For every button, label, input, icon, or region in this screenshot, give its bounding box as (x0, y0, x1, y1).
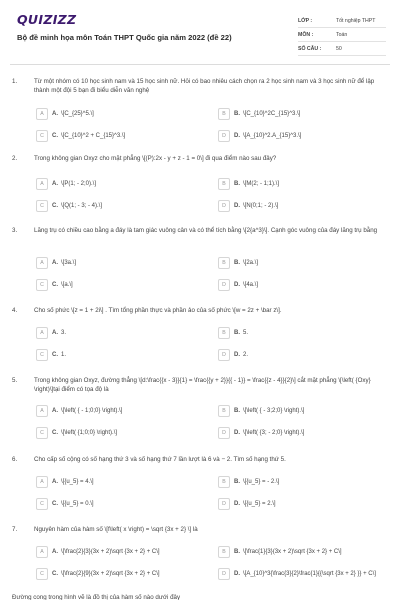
option-text: \[{u_5} = 4.\] (61, 479, 94, 485)
option-c[interactable] (36, 567, 160, 581)
question-8-partial: Đường cong trong hình vẽ là đồ thị của hàm số nào dưới đây (12, 594, 181, 600)
option-key: D. (234, 501, 240, 507)
option-c[interactable] (36, 278, 73, 292)
option-a[interactable] (36, 404, 122, 418)
option-b[interactable] (218, 545, 342, 559)
option-key: B. (234, 111, 240, 117)
option-key: B. (234, 330, 240, 336)
option-key: B. (234, 408, 240, 414)
option-b[interactable] (218, 256, 258, 270)
meta-label: LỚP : (298, 17, 313, 24)
option-letter-box: B (218, 546, 230, 558)
question-text: Trong không gian Oxyz cho mặt phẳng \[(P):2x - y + z - 1 = 0\] đi qua điểm nào sau đây? (34, 155, 277, 162)
meta-value: 50 (336, 45, 342, 52)
meta-row-subject (298, 28, 386, 42)
option-d[interactable] (218, 567, 376, 581)
option-key: D. (234, 571, 240, 577)
option-c[interactable] (36, 129, 125, 143)
option-text: 1. (61, 352, 67, 358)
option-text: \[{u_5} = - 2.\] (243, 479, 280, 485)
option-text: \[\left( {3; - 2;0} \right).\] (243, 430, 305, 436)
option-b[interactable] (218, 107, 300, 121)
option-letter-box: A (36, 178, 48, 190)
option-text: 5. (243, 330, 249, 336)
option-a[interactable] (36, 256, 76, 270)
option-text: \[C_{10}^2C_{15}^3.\] (243, 111, 301, 117)
question-text: Cho cấp số cộng có số hạng thứ 3 và số hạng thứ 7 lần lượt là 6 và − 2. Tìm số hạng thứ 5. (34, 456, 286, 463)
option-key: C. (52, 501, 58, 507)
quizizz-logo: QUIZIZZ (17, 12, 77, 27)
option-text: \[\left( { - 1;0;0} \right).\] (61, 408, 123, 414)
option-letter-box: C (36, 130, 48, 142)
option-text: \[\frac{2}{9}(3x + 2)\sqrt {3x + 2} + C\] (61, 571, 160, 577)
option-key: B. (234, 479, 240, 485)
option-key: C. (52, 203, 58, 209)
option-letter-box: D (218, 279, 230, 291)
option-d[interactable] (218, 278, 258, 292)
option-key: A. (52, 181, 58, 187)
option-a[interactable] (36, 177, 96, 191)
option-key: D. (234, 133, 240, 139)
option-letter-box: A (36, 546, 48, 558)
option-letter-box: B (218, 327, 230, 339)
option-text: \[3a.\] (61, 260, 77, 266)
option-letter-box: C (36, 568, 48, 580)
option-letter-box: A (36, 257, 48, 269)
option-key: D. (234, 352, 240, 358)
option-letter-box: B (218, 108, 230, 120)
option-letter-box: A (36, 476, 48, 488)
option-key: C. (52, 352, 58, 358)
option-key: C. (52, 571, 58, 577)
option-b[interactable] (218, 404, 304, 418)
option-key: B. (234, 549, 240, 555)
option-letter-box: D (218, 130, 230, 142)
worksheet-header (0, 0, 400, 62)
option-letter-box: C (36, 349, 48, 361)
question-number: 4. (12, 307, 18, 314)
option-c[interactable] (36, 348, 66, 362)
option-text: \[{u_5} = 0.\] (61, 501, 94, 507)
option-key: A. (52, 330, 58, 336)
option-text: \[\frac{1}{3}(3x + 2)\sqrt {3x + 2} + C\] (243, 549, 342, 555)
option-key: C. (52, 133, 58, 139)
option-letter-box: C (36, 498, 48, 510)
option-key: B. (234, 181, 240, 187)
question-number: 3. (12, 227, 18, 234)
option-letter-box: C (36, 279, 48, 291)
question-number: 7. (12, 526, 18, 533)
question-number: 5. (12, 377, 18, 384)
option-key: B. (234, 260, 240, 266)
meta-label: MÔN : (298, 31, 314, 38)
option-text: \[a.\] (61, 282, 73, 288)
question-number: 1. (12, 78, 18, 85)
meta-value: Toán (336, 31, 348, 38)
option-key: C. (52, 282, 58, 288)
option-key: A. (52, 111, 58, 117)
option-text: \[\frac{2}{3}(3x + 2)\sqrt {3x + 2} + C\] (61, 549, 160, 555)
option-letter-box: D (218, 498, 230, 510)
option-text: \[M(2; - 1;1).\] (243, 181, 280, 187)
option-text: \[C_{25}^5.\] (61, 111, 94, 117)
option-text: \[A_{10}^2.A_{15}^3.\] (243, 133, 302, 139)
header-divider (10, 64, 390, 65)
option-text: \[P(1; - 2;0).\] (61, 181, 97, 187)
option-letter-box: C (36, 200, 48, 212)
question-text: Lăng trụ có chiều cao bằng a đáy là tam giác vuông cân và có thể tích bằng \[2{a^3}\]. Cạnh góc vuông của đáy lăng trụ bằng (34, 227, 378, 234)
option-c[interactable] (36, 497, 94, 511)
option-key: D. (234, 282, 240, 288)
question-text: Cho số phức \[z = 1 + 2i\] . Tìm tổng phần thực và phần ảo của số phức \[w = 2z + \bar z\]. (34, 307, 282, 314)
option-text: \[\left( {1;0;0} \right).\] (61, 430, 118, 436)
option-letter-box: D (218, 427, 230, 439)
option-key: D. (234, 203, 240, 209)
option-letter-box: C (36, 427, 48, 439)
option-letter-box: A (36, 327, 48, 339)
option-letter-box: A (36, 108, 48, 120)
option-key: A. (52, 408, 58, 414)
option-key: A. (52, 479, 58, 485)
option-text: 3. (61, 330, 67, 336)
option-letter-box: A (36, 405, 48, 417)
option-text: 2. (243, 352, 249, 358)
question-text: Trong không gian Oxyz, đường thẳng \[d:\frac{{x - 3}}{1} = \frac{{y + 2}}{{ - 1}} = \frac{{z - 4}}{2}\] cắt mặt phẳng \[\left( {Oxy} \right)\]tại điểm có tọa độ là (34, 377, 371, 393)
option-letter-box: B (218, 257, 230, 269)
option-letter-box: B (218, 405, 230, 417)
worksheet-meta (298, 14, 386, 56)
question-number: 2. (12, 155, 18, 162)
option-text: \[{u_5} = 2.\] (243, 501, 276, 507)
option-text: \[N(0;1; - 2).\] (243, 203, 279, 209)
option-a[interactable] (36, 545, 160, 559)
option-d[interactable] (218, 129, 301, 143)
meta-row-class (298, 14, 386, 28)
option-a[interactable] (36, 107, 94, 121)
option-a[interactable] (36, 475, 94, 489)
option-letter-box: D (218, 568, 230, 580)
meta-row-count (298, 42, 386, 56)
option-text: \[A_{10}^3{\frac{3}{2}\frac{1}{{\sqrt {3x + 2} }} + C\] (243, 571, 376, 577)
option-key: C. (52, 430, 58, 436)
option-letter-box: B (218, 178, 230, 190)
worksheet-title: Bộ đề minh họa môn Toán THPT Quốc gia năm 2022 (đề 22) (17, 33, 232, 42)
option-b[interactable] (218, 177, 279, 191)
option-text: \[Q(1; - 3; - 4).\] (61, 203, 103, 209)
option-d[interactable] (218, 497, 276, 511)
option-letter-box: D (218, 349, 230, 361)
option-b[interactable] (218, 475, 279, 489)
option-text: \[4a.\] (243, 282, 259, 288)
meta-label: SỐ CÂU : (298, 45, 322, 52)
question-text: Từ một nhóm có 10 học sinh nam và 15 học sinh nữ. Hỏi có bao nhiêu cách chọn ra 2 học sinh nam và 3 học sinh nữ để lập thành một đội 5 bạn đi biểu diễn văn nghệ (34, 78, 375, 94)
option-text: \[2a.\] (243, 260, 259, 266)
meta-value: Tốt nghiệp THPT (336, 17, 376, 24)
question-number: 6. (12, 456, 18, 463)
option-letter-box: B (218, 476, 230, 488)
option-d[interactable] (218, 199, 278, 213)
option-letter-box: D (218, 200, 230, 212)
option-a[interactable] (36, 326, 66, 340)
option-key: D. (234, 430, 240, 436)
question-text: Nguyên hàm của hàm số \[f\left( x \right) = \sqrt {3x + 2} \] là (34, 526, 198, 533)
option-text: \[C_{10}^2 + C_{15}^3.\] (61, 133, 126, 139)
option-text: \[\left( { - 3;2;0} \right).\] (243, 408, 305, 414)
option-c[interactable] (36, 426, 117, 440)
option-key: A. (52, 549, 58, 555)
option-d[interactable] (218, 426, 304, 440)
option-key: A. (52, 260, 58, 266)
option-d[interactable] (218, 348, 248, 362)
option-b[interactable] (218, 326, 248, 340)
option-c[interactable] (36, 199, 102, 213)
